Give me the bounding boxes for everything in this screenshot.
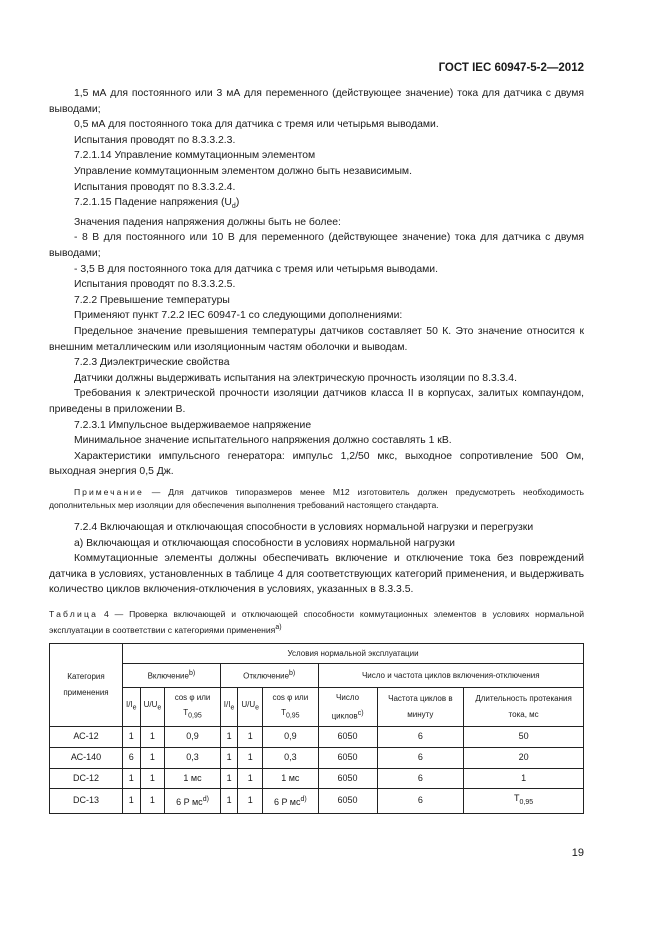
paragraph: 1,5 мА для постоянного или 3 мА для переменного (действующее значение) тока для датчика с двумя выводами; [49,88,584,115]
cell: 0,9 [165,727,221,748]
section-heading: 7.2.1.14 Управление коммутационным элементом [74,150,316,162]
header-conditions: Условия нормальной эксплуатации [123,643,584,664]
cell: 1 [464,768,584,789]
header-category: Категория применения [50,643,123,727]
paragraph: Значения падения напряжения должны быть не более: [74,216,341,228]
list-item: - 3,5 В для постоянного тока для датчика с тремя или четырьмя выводами. [74,263,438,275]
cell: 6 P $мс^{d)}$ [263,789,319,813]
paragraph: а) Включающая и отключающая способности в условиях нормальной нагрузки [74,537,455,549]
paragraph: Требования к электрической прочности изоляции датчиков класса II в корпусах, залитых компаундом, приведены в приложении В. [49,388,584,415]
list-item: - 8 В для постоянного или 10 В для переменного (действующее значение) тока для датчика с двумя выводами; [49,232,584,260]
header-cos: cos φ или $T_{0,95}$ [165,687,221,727]
cell: 20 [464,747,584,768]
cell: 6 [377,727,464,748]
cell: 1 [140,789,165,813]
cell: 1 [220,727,238,748]
cell: 1 [123,789,141,813]
page-number: 19 [571,847,584,859]
cell: 1 [238,789,263,813]
table-row [50,768,584,789]
paragraph: Датчики должны выдерживать испытания на электрическую прочность изоляции по 8.3.3.4. [74,372,517,384]
document-header: ГОСТ IEC 60947-5-2—2012 [438,62,584,74]
cell: 1 мс [165,768,221,789]
cell: 1 [123,768,141,789]
header-cycles: Число и частота циклов включения-отключения [318,664,583,687]
note: Примечание — Для датчиков типоразмеров менее М12 изготовитель должен предусмотреть необходимость дополнительных мер изоляции для обеспечения выполнения требований настоящего стандарта. [49,486,584,510]
cell: 6 P $мс^{d)}$ [165,789,221,813]
cell: 1 [123,727,141,748]
table-caption: Таблица 4 — Проверка включающей и отключающей способности коммутационных элементов в условиях нормальной эксплуатации в соответствии с категориями применения$^{a)}$ [49,608,584,635]
paragraph: Испытания проводят по 8.3.3.2.5. [74,279,236,291]
cell: 50 [464,727,584,748]
table-header-row [50,643,584,664]
cell: 1 мс [263,768,319,789]
cell: 6050 [318,747,377,768]
cell-category: АС-140 [50,747,123,768]
paragraph: Минимальное значение испытательного напряжения должно составлять 1 кВ. [74,435,452,447]
table-header-row [50,664,584,687]
header-voltage-ratio: $U/U_e$ [140,687,165,727]
cell: $T_{0,95}$ [464,789,584,813]
paragraph: Испытания проводят по 8.3.3.2.3. [74,134,236,146]
section-heading-voltage-drop: 7.2.1.15 Падение напряжения $(U_d)$ [74,197,240,211]
cell: 0,9 [263,727,319,748]
table-4 [49,643,584,814]
cell: 6 [377,789,464,813]
cell: 1 [220,768,238,789]
cell: 1 [238,747,263,768]
paragraph: Управление коммутационным элементом должно быть независимым. [74,165,412,177]
paragraph: Применяют пункт 7.2.2 IEC 60947-1 со следующими дополнениями: [74,310,403,322]
document-body [49,86,584,814]
table-row [50,727,584,748]
cell: 6050 [318,768,377,789]
cell: 6 [377,747,464,768]
header-count: Число циклов$^{c)}$ [318,687,377,727]
cell: 0,3 [165,747,221,768]
section-heading: 7.2.2 Превышение температуры [74,294,230,306]
cell: 1 [140,768,165,789]
cell: 6050 [318,789,377,813]
table-row [50,789,584,813]
paragraph: Коммутационные элементы должны обеспечивать включение и отключение тока без повреждений датчика в условиях, установленных в таблице 4 для соответствующих категорий применения, и выдерживать количество циклов включения-отключения в условиях, указанных в 8.3.3.5. [49,553,584,596]
header-frequency: Частота циклов в минуту [377,687,464,727]
cell-category: DC-12 [50,768,123,789]
header-duration: Длительность протекания тока, мс [464,687,584,727]
section-heading: 7.2.3.1 Импульсное выдерживаемое напряжение [74,419,312,431]
cell: 1 [220,747,238,768]
paragraph: 0,5 мА для постоянного тока для датчика с тремя или четырьмя выводами. [74,119,439,131]
cell: 6 [377,768,464,789]
note-label: Примечание [74,486,144,497]
section-heading: 7.2.4 Включающая и отключающая способности в условиях нормальной нагрузки и перегрузки [74,521,534,533]
cell: 1 [220,789,238,813]
header-current-ratio: $I/I_e$ [220,687,238,727]
cell: 6 [123,747,141,768]
cell: 1 [238,727,263,748]
paragraph: Испытания проводят по 8.3.3.2.4. [74,181,236,193]
cell: 1 [238,768,263,789]
cell: 6050 [318,727,377,748]
cell: 1 [140,727,165,748]
cell-category: АС-12 [50,727,123,748]
section-heading: 7.2.3 Диэлектрические свойства [74,357,230,369]
header-on: Включение$^{b)}$ [123,664,221,687]
cell: 1 [140,747,165,768]
header-cos: cos φ или $T_{0,95}$ [263,687,319,727]
cell: 0,3 [263,747,319,768]
header-current-ratio: $I/I_e$ [123,687,141,727]
cell-category: DC-13 [50,789,123,813]
paragraph: Характеристики импульсного генератора: импульс 1,2/50 мкс, выходное сопротивление 500 Ом, выходная энергия 0,5 Дж. [49,450,584,478]
header-off: Отключение$^{b)}$ [220,664,318,687]
table-row [50,747,584,768]
paragraph: Предельное значение превышения температуры датчиков составляет 50 К. Это значение относится к внешним металлическим или изоляционным частям оболочки и выводам. [49,325,584,353]
table-header-row [50,687,584,727]
header-voltage-ratio: $U/U_e$ [238,687,263,727]
